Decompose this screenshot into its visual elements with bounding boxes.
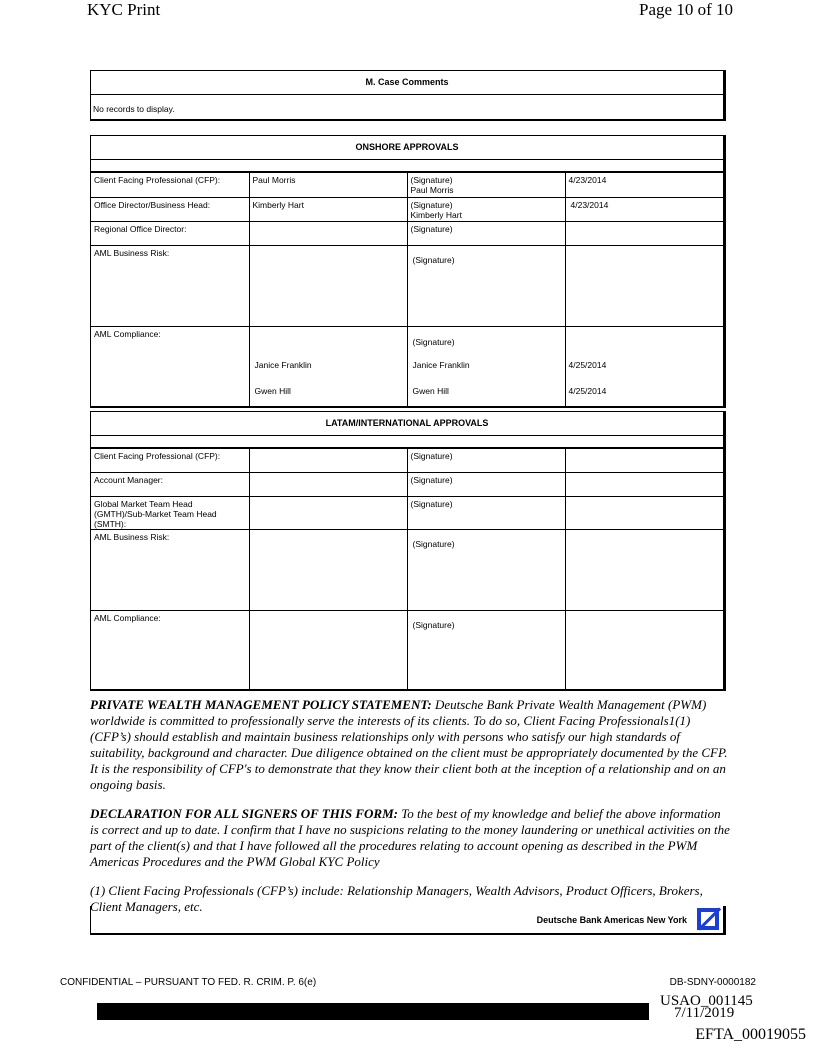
signature-label: (Signature) [407,610,565,689]
approver-name [249,449,407,472]
approval-date [565,449,723,472]
signature-name: Kimberly Hart [410,209,462,220]
row-label: Client Facing Professional (CFP): [94,175,221,185]
approval-dates [565,326,723,406]
signature-label: (Signature) [407,472,565,496]
table-row [91,173,723,197]
section-divider [91,160,723,173]
policy-heading: PRIVATE WEALTH MANAGEMENT POLICY STATEMENT: [90,697,432,712]
latam-approvals-table [91,449,723,689]
table-row [91,496,723,529]
table-row [91,221,723,245]
case-comments-title: M. Case Comments [91,71,723,95]
table-row [91,472,723,496]
approver-names [249,326,407,406]
signature-cell [407,326,565,406]
row-label: Global Market Team Head (GMTH)/Sub-Market Team Head (SMTH): [91,496,249,529]
deutsche-bank-logo-icon [697,908,719,930]
table-row [91,449,723,472]
onshore-approvals-title: ONSHORE APPROVALS [91,136,723,160]
row-label: AML Business Risk: [91,529,249,610]
efta-number: EFTA_00019055 [695,1026,806,1043]
signature-name: Gwen Hill [412,385,449,396]
approval-date [565,245,723,326]
confidential-notice: CONFIDENTIAL – PURSUANT TO FED. R. CRIM. P. 6(e) [60,977,317,988]
section-divider [91,436,723,449]
approval-date [565,610,723,689]
case-comments-section [90,70,726,121]
row-label: AML Business Risk: [91,245,249,326]
signature-label: (Signature) [407,245,565,326]
signature-label: (Signature) [407,529,565,610]
approval-date [565,221,723,245]
row-label: AML Compliance: [91,326,249,406]
signature-label: (Signature) [407,221,565,245]
approver-name [249,221,407,245]
approver-name [249,245,407,326]
table-row [91,326,723,406]
table-row [91,529,723,610]
policy-statement [90,697,730,793]
bates-number: DB-SDNY-0000182 [669,977,756,988]
bank-name: Deutsche Bank Americas New York [536,915,687,925]
row-label: Office Director/Business Head: [91,197,249,221]
approver-name [249,529,407,610]
stamp-date: 7/11/2019 [674,1005,735,1021]
approver-name: Gwen Hill [254,385,291,396]
signature-label: (Signature) [407,496,565,529]
approver-name [249,496,407,529]
no-records-text: No records to display. [93,104,175,114]
approval-date: 4/23/2014 [565,173,723,197]
usao-stamp: USAO_001145 [660,993,753,1009]
cfp-footnote: (1) Client Facing Professionals (CFP’s) include: Relationship Managers, Wealth Advisors, Product Officers, Brokers, Client Managers, etc. [90,883,703,914]
approval-date: 4/25/2014 [568,385,607,396]
declaration-heading: DECLARATION FOR ALL SIGNERS OF THIS FORM: [90,806,398,821]
approver-name: Kimberly Hart [249,197,407,221]
latam-approvals-section [90,411,726,691]
approver-name: Paul Morris [249,173,407,197]
signature-cell [407,197,565,221]
row-label: Client Facing Professional (CFP): [94,451,221,461]
approval-date [565,529,723,610]
page-number: Page 10 of 10 [639,0,733,19]
signature-cell [407,173,565,197]
declaration-body: To the best of my knowledge and belief the above information is correct and up to date. I confirm that I have no suspicions relating to the money laundering or unethical activities on the part of the client(s) and that I have followed all the procedures relating to account opening as described in the PWM Americas Procedures and the PWM Global KYC Policy [90,806,730,869]
policy-body: Deutsche Bank Private Wealth Management (PWM) worldwide is committed to professionally serve the interests of its clients. To do so, Client Facing Professionals1(1) (CFP’s) should establish and maintain business relationships only with persons who satisfy our high standards of suitability, background and character. Due diligence obtained on the client must be appropriately documented by the CFP. It is the responsibility of CFP's to demonstrate that they know their client both at the inception of a relationship and on an ongoing basis. [90,697,728,792]
row-label: Regional Office Director: [91,221,249,245]
row-label: Account Manager: [91,472,249,496]
approval-date: 4/23/2014 [565,197,723,221]
signature-name: Janice Franklin [412,359,470,370]
approver-name [249,610,407,689]
table-row [91,610,723,689]
declaration [90,806,730,870]
onshore-approvals-table [91,173,723,406]
approval-date: 4/25/2014 [568,359,607,370]
signature-label: (Signature) [412,336,455,347]
approver-name [249,472,407,496]
signature-label: (Signature) [407,449,565,472]
header-title: KYC Print [87,0,161,19]
approver-name: Janice Franklin [254,359,312,370]
table-row [91,197,723,221]
table-row [91,245,723,326]
onshore-approvals-section [90,135,726,408]
approval-date [565,496,723,529]
bank-footer-box [90,906,726,935]
signature-name: Paul Morris [410,185,454,195]
latam-approvals-title: LATAM/INTERNATIONAL APPROVALS [91,412,723,436]
redaction-bar [97,1003,649,1020]
signature-label: (Signature) [410,175,453,185]
policy-statements [90,697,730,915]
signature-label: (Signature) [410,199,453,210]
approval-date [565,472,723,496]
row-label: AML Compliance: [91,610,249,689]
